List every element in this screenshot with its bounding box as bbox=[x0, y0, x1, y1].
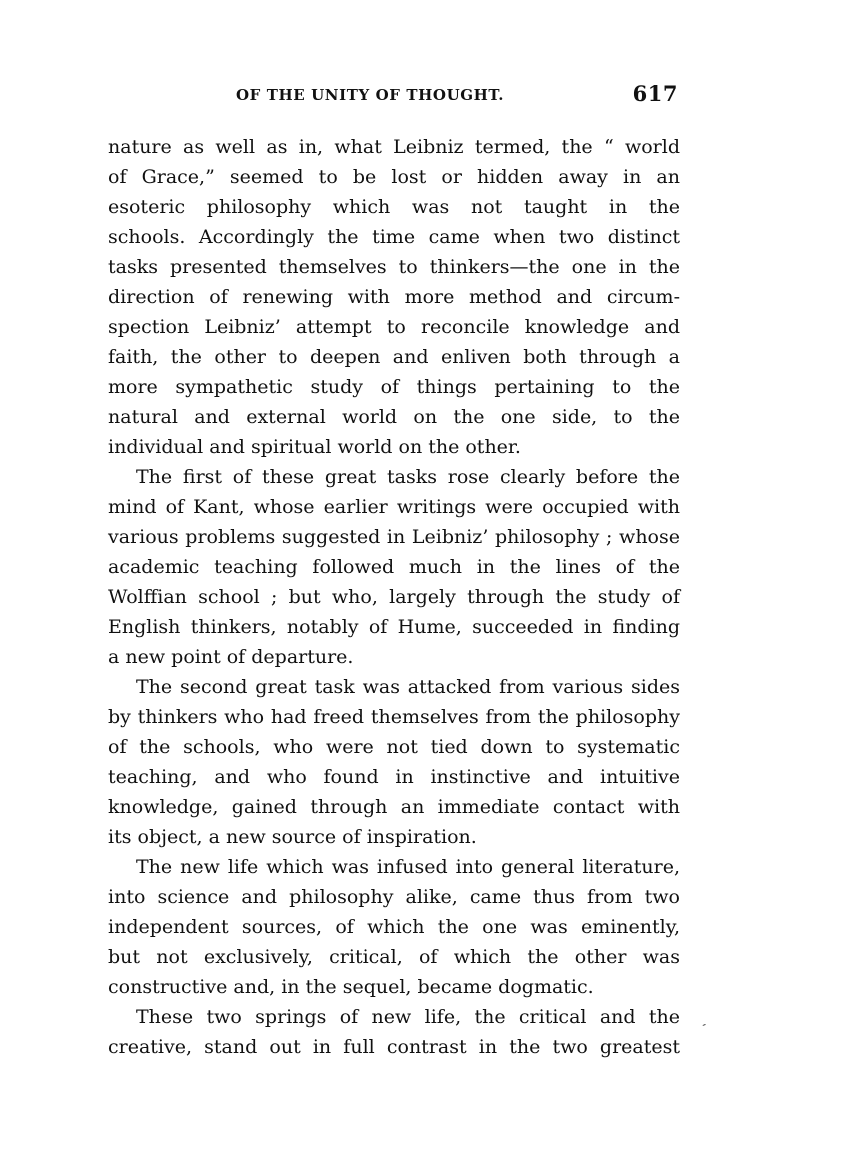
text-line: a new point of departure. bbox=[108, 646, 354, 668]
text-line: academic teaching followed much in the lines of the bbox=[108, 556, 680, 578]
text-line: spection Leibniz’ attempt to reconcile knowledge and bbox=[108, 316, 680, 338]
paragraph-start-line: The new life which was infused into general literature, bbox=[136, 856, 680, 878]
text-line: teaching, and who found in instinctive and intuitive bbox=[108, 766, 680, 788]
text-line: faith, the other to deepen and enliven both through a bbox=[108, 346, 680, 368]
text-line: various problems suggested in Leibniz’ philosophy ; whose bbox=[108, 526, 680, 548]
text-line: more sympathetic study of things pertaining to the bbox=[108, 376, 680, 398]
text-line: English thinkers, notably of Hume, succeeded in finding bbox=[108, 616, 680, 638]
text-line: natural and external world on the one side, to the bbox=[108, 406, 680, 428]
text-line: nature as well as in, what Leibniz termed, the “ world bbox=[108, 136, 680, 158]
text-line: tasks presented themselves to thinkers—the one in the bbox=[108, 256, 680, 278]
text-line: direction of renewing with more method and circum- bbox=[108, 286, 680, 308]
text-line: mind of Kant, whose earlier writings were occupied with bbox=[108, 496, 680, 518]
text-line: individual and spiritual world on the other. bbox=[108, 436, 521, 458]
text-line: but not exclusively, critical, of which the other was bbox=[108, 946, 680, 968]
body-text bbox=[108, 132, 680, 1062]
page-number: 617 bbox=[632, 81, 678, 106]
text-line: by thinkers who had freed themselves from the philosophy bbox=[108, 706, 680, 728]
text-line: of Grace,” seemed to be lost or hidden away in an bbox=[108, 166, 680, 188]
text-line: knowledge, gained through an immediate contact with bbox=[108, 796, 680, 818]
running-head bbox=[108, 78, 680, 112]
margin-mark: ˏ bbox=[700, 1012, 714, 1028]
running-title: OF THE UNITY OF THOUGHT. bbox=[236, 86, 505, 104]
text-line: into science and philosophy alike, came thus from two bbox=[108, 886, 680, 908]
paragraph-start-line: The second great task was attacked from various sides bbox=[136, 676, 680, 698]
text-line: of the schools, who were not tied down to systematic bbox=[108, 736, 680, 758]
text-line: Wolffian school ; but who, largely through the study of bbox=[108, 586, 680, 608]
paragraph-start-line: These two springs of new life, the critical and the bbox=[136, 1006, 680, 1028]
paragraph-start-line: The first of these great tasks rose clearly before the bbox=[136, 466, 680, 488]
text-line: esoteric philosophy which was not taught in the bbox=[108, 196, 680, 218]
text-line: its object, a new source of inspiration. bbox=[108, 826, 477, 848]
text-line: independent sources, of which the one was eminently, bbox=[108, 916, 680, 938]
text-line: schools. Accordingly the time came when two distinct bbox=[108, 226, 680, 248]
text-line: constructive and, in the sequel, became dogmatic. bbox=[108, 976, 594, 998]
text-line: creative, stand out in full contrast in the two greatest bbox=[108, 1036, 680, 1058]
